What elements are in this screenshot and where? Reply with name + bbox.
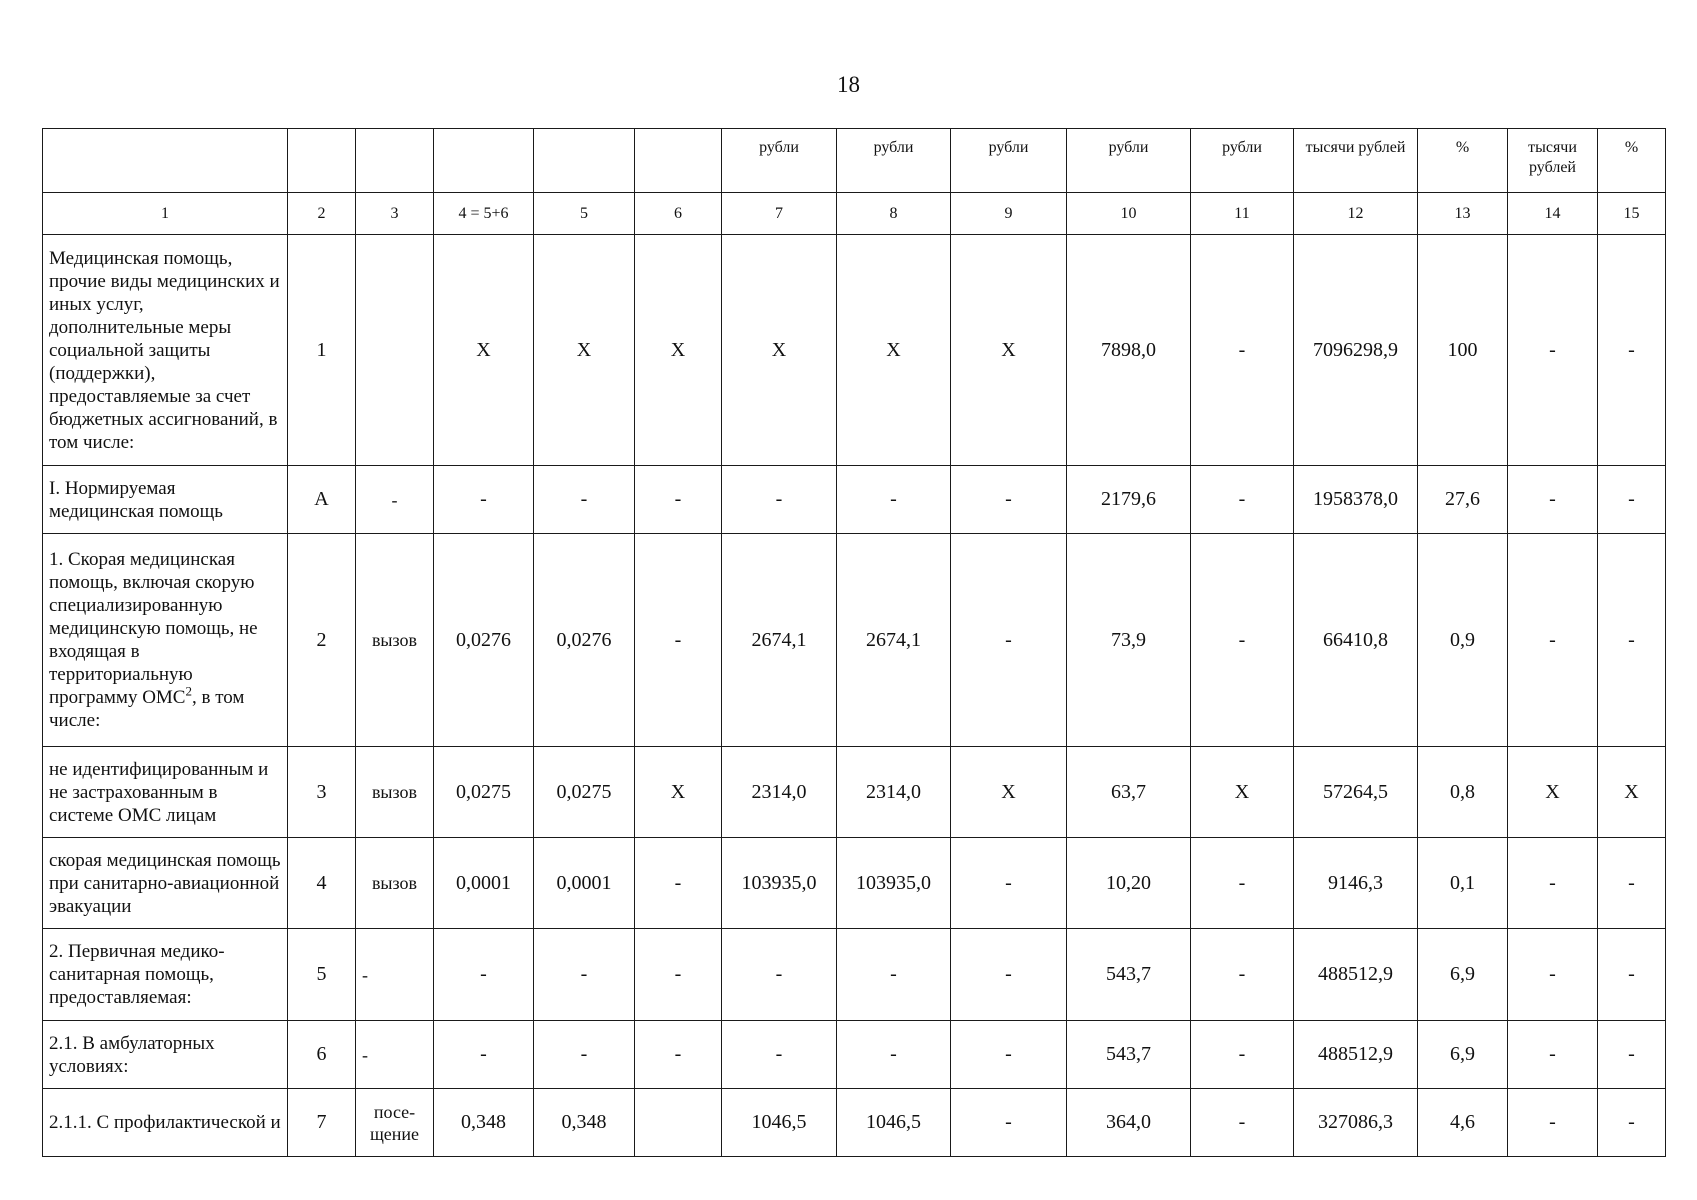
table-cell: вызов [356,747,434,838]
table-cell: - [356,1021,434,1089]
column-number: 5 [534,193,635,235]
table-cell: вызов [356,838,434,929]
column-numbers-row [43,193,1666,235]
table-cell: X [951,235,1067,466]
table-cell: 7 [288,1089,356,1157]
table-cell: - [1191,1089,1294,1157]
table-cell [356,235,434,466]
table-cell: 0,0276 [434,534,534,747]
column-number: 7 [722,193,837,235]
table-cell: - [635,1021,722,1089]
table-cell: - [1191,1021,1294,1089]
table-cell: X [951,747,1067,838]
table-cell: - [837,466,951,534]
table-cell: - [635,534,722,747]
table-cell: 100 [1418,235,1508,466]
table-cell: 9146,3 [1294,838,1418,929]
table-cell: - [1598,1021,1666,1089]
table-cell: - [1191,235,1294,466]
table-cell: - [1598,466,1666,534]
table-cell: - [1191,534,1294,747]
unit-cell [288,129,356,193]
table-cell: 364,0 [1067,1089,1191,1157]
table-cell: - [434,466,534,534]
table-cell: 543,7 [1067,1021,1191,1089]
table-cell: - [1508,1089,1598,1157]
table-cell: 10,20 [1067,838,1191,929]
table-cell: 327086,3 [1294,1089,1418,1157]
table-row [43,534,1666,747]
table-cell: 0,1 [1418,838,1508,929]
financing-table [42,128,1666,1157]
table-cell: 1046,5 [837,1089,951,1157]
table-cell: 2314,0 [722,747,837,838]
table-cell: 7898,0 [1067,235,1191,466]
table-cell: - [356,929,434,1021]
table-cell: - [434,1021,534,1089]
table-cell: вызов [356,534,434,747]
table-cell: 0,0276 [534,534,635,747]
row-name: не идентифицированным и не застрахованным в системе ОМС лицам [43,747,288,838]
table-cell: - [951,1021,1067,1089]
table-cell: - [434,929,534,1021]
column-number: 4 = 5+6 [434,193,534,235]
table-cell: - [534,929,635,1021]
column-number: 13 [1418,193,1508,235]
footnote-mark: 2 [185,683,192,699]
table-cell: 0,0001 [434,838,534,929]
unit-cell: тысячи рублей [1294,129,1418,193]
unit-cell: тысячи рублей [1508,129,1598,193]
column-number: 1 [43,193,288,235]
table-cell: - [1191,838,1294,929]
table-cell: 57264,5 [1294,747,1418,838]
table-cell: - [1191,466,1294,534]
table-cell: 6 [288,1021,356,1089]
table-cell: X [837,235,951,466]
row-name-tail: , в том числе: [49,687,245,731]
table-cell: X [1191,747,1294,838]
table-cell: 73,9 [1067,534,1191,747]
table-cell: А [288,466,356,534]
column-number: 12 [1294,193,1418,235]
table-cell: - [1508,929,1598,1021]
unit-cell: % [1598,129,1666,193]
table-cell: - [1508,534,1598,747]
table-cell: 0,348 [434,1089,534,1157]
table-cell: 0,0275 [534,747,635,838]
table-cell: - [534,1021,635,1089]
unit-cell: рубли [837,129,951,193]
unit-cell: % [1418,129,1508,193]
table-cell: - [356,466,434,534]
table-cell: - [1598,235,1666,466]
table-cell: 0,8 [1418,747,1508,838]
table-cell: 7096298,9 [1294,235,1418,466]
table-cell: 5 [288,929,356,1021]
table-cell: X [434,235,534,466]
table-cell: 0,0275 [434,747,534,838]
table-cell: - [534,466,635,534]
unit-cell [43,129,288,193]
table-cell: 0,348 [534,1089,635,1157]
table-cell: 2674,1 [722,534,837,747]
column-number: 10 [1067,193,1191,235]
table-cell: - [837,929,951,1021]
column-number: 14 [1508,193,1598,235]
unit-cell [534,129,635,193]
table-row [43,235,1666,466]
column-number: 15 [1598,193,1666,235]
table-cell: X [1598,747,1666,838]
table-cell: - [1508,235,1598,466]
table-cell: X [1508,747,1598,838]
table-cell: 4 [288,838,356,929]
page-number: 18 [837,72,860,97]
table-cell: - [1598,838,1666,929]
table-cell: - [951,929,1067,1021]
table-cell: 0,9 [1418,534,1508,747]
table-cell: 66410,8 [1294,534,1418,747]
table-cell: 2 [288,534,356,747]
table-cell: - [635,466,722,534]
table-cell: - [722,1021,837,1089]
table-cell: - [635,838,722,929]
table-cell: 488512,9 [1294,1021,1418,1089]
table-cell: - [722,929,837,1021]
column-number: 11 [1191,193,1294,235]
table-row [43,1021,1666,1089]
row-name [43,534,288,747]
table-row [43,1089,1666,1157]
table-cell: 4,6 [1418,1089,1508,1157]
table-row [43,838,1666,929]
table-cell: - [635,929,722,1021]
table-cell: X [635,747,722,838]
table-cell: 103935,0 [837,838,951,929]
unit-cell: рубли [722,129,837,193]
table-cell: - [1508,838,1598,929]
table-cell: 0,0001 [534,838,635,929]
table-cell: 6,9 [1418,929,1508,1021]
unit-cell: рубли [1191,129,1294,193]
units-header-row [43,129,1666,193]
table-cell: 1 [288,235,356,466]
row-name: 2.1.1. С профилактической и [43,1089,288,1157]
table-row [43,747,1666,838]
table-cell: 103935,0 [722,838,837,929]
table-row [43,466,1666,534]
column-number: 3 [356,193,434,235]
table-cell: посе-щение [356,1089,434,1157]
table-cell: 3 [288,747,356,838]
table-cell: - [951,1089,1067,1157]
table-cell: 1958378,0 [1294,466,1418,534]
table-cell: 543,7 [1067,929,1191,1021]
column-number: 6 [635,193,722,235]
table-cell: - [1508,1021,1598,1089]
row-name: скорая медицинская помощь при санитарно-авиационной эвакуации [43,838,288,929]
table-cell: - [837,1021,951,1089]
table-cell: - [1598,929,1666,1021]
table-row [43,929,1666,1021]
table-cell: 2179,6 [1067,466,1191,534]
unit-cell: рубли [951,129,1067,193]
column-number: 9 [951,193,1067,235]
table-cell: 1046,5 [722,1089,837,1157]
table-cell: - [1508,466,1598,534]
table-cell: - [951,466,1067,534]
column-number: 2 [288,193,356,235]
row-name: Медицинская помощь, прочие виды медицинских и иных услуг, дополнительные меры социальной защиты (поддержки), предоставляемые за счет бюджетных ассигнований, в том числе: [43,235,288,466]
table-cell: X [722,235,837,466]
row-name: 2.1. В амбулаторных условиях: [43,1021,288,1089]
table-cell: - [1598,1089,1666,1157]
table-cell: - [722,466,837,534]
table-cell: X [635,235,722,466]
row-name: 2. Первичная медико-санитарная помощь, предоставляемая: [43,929,288,1021]
table-cell [635,1089,722,1157]
table-cell: 6,9 [1418,1021,1508,1089]
row-name-text: 1. Скорая медицинская помощь, включая скорую специализированную медицинскую помощь, не входящая в территориальную программу ОМС [49,549,258,708]
unit-cell [356,129,434,193]
table-cell: 2674,1 [837,534,951,747]
table-cell: - [1191,929,1294,1021]
table-cell: 2314,0 [837,747,951,838]
unit-cell [635,129,722,193]
table-cell: 488512,9 [1294,929,1418,1021]
table-cell: - [1598,534,1666,747]
column-number: 8 [837,193,951,235]
unit-cell: рубли [1067,129,1191,193]
table-cell: X [534,235,635,466]
unit-cell [434,129,534,193]
table-cell: 63,7 [1067,747,1191,838]
table-cell: - [951,534,1067,747]
row-name: I. Нормируемая медицинская помощь [43,466,288,534]
table-cell: - [951,838,1067,929]
table-cell: 27,6 [1418,466,1508,534]
